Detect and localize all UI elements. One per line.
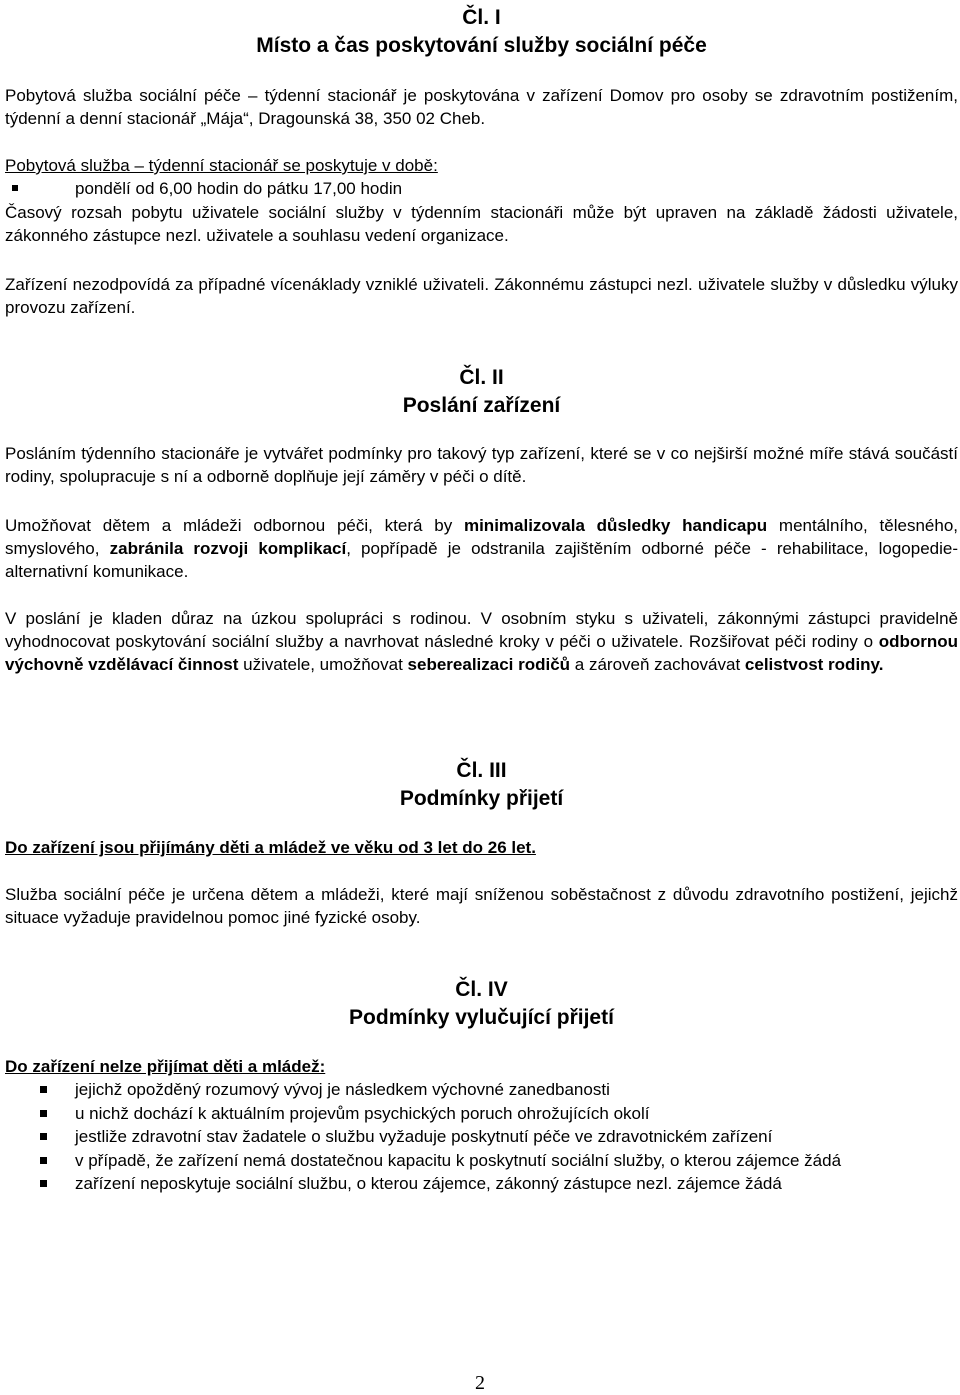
article-3-number: Čl. III bbox=[456, 759, 507, 782]
list-item-text: pondělí od 6,00 hodin do pátku 17,00 hodin bbox=[75, 179, 403, 198]
square-bullet-icon bbox=[40, 1110, 47, 1117]
article-2-paragraph-3: V poslání je kladen důraz na úzkou spolupráci s rodinou. V osobním styku s uživateli, zákonnými zástupci pravidelně vyhodnocovat poskytování sociální služby a navrhovat následné kroky v péči o uživatele. Rozšiřovat péči rodiny o odbornou výchovně vzdělávací činnost uživatele, umožňovat seberealizaci rodičů a zároveň zachovávat celistvost rodiny. bbox=[5, 609, 958, 674]
article-4-exclusion-list bbox=[5, 1078, 958, 1196]
square-bullet-icon bbox=[40, 1180, 47, 1187]
article-1-paragraph-1: Pobytová služba sociální péče – týdenní stacionář je poskytována v zařízení Domov pro osoby se zdravotním postižením, týdenní a denní stacionář „Mája“, Dragounská 38, 350 02 Cheb. bbox=[5, 86, 958, 128]
article-3-paragraph-2: Služba sociální péče je určena dětem a mládeži, které mají sníženou soběstačnost z důvodu zdravotního postižení, jejichž situace vyžaduje pravidelnou pomoc jiné fyzické osoby. bbox=[5, 885, 958, 927]
list-item bbox=[5, 1102, 958, 1126]
square-bullet-icon bbox=[40, 1133, 47, 1140]
list-item bbox=[5, 1149, 958, 1173]
square-bullet-icon bbox=[12, 185, 18, 191]
square-bullet-icon bbox=[40, 1157, 47, 1164]
article-1-number: Čl. I bbox=[462, 6, 501, 29]
article-1-paragraph-3: Časový rozsah pobytu uživatele sociální služby v týdenním stacionáři může být upraven na základě žádosti uživatele, zákonného zástupce nezl. uživatele a souhlasu vedení organizace. bbox=[5, 203, 958, 245]
article-3-admission-age: Do zařízení jsou přijímány děti a mládež ve věku od 3 let do 26 let. bbox=[5, 838, 536, 857]
article-2-paragraph-1: Posláním týdenního stacionáře je vytvářet podmínky pro takový typ zařízení, které se v co nejširší možné míře stává součástí rodiny, spolupracuje s ní a odborně doplňuje její záměry v péči o dítě. bbox=[5, 444, 958, 486]
article-3-title: Podmínky přijetí bbox=[399, 787, 564, 810]
list-item bbox=[5, 1078, 958, 1102]
article-2-number: Čl. II bbox=[459, 366, 504, 389]
list-item bbox=[5, 1125, 958, 1149]
article-1-paragraph-4: Zařízení nezodpovídá za případné vícenáklady vzniklé uživateli. Zákonnému zástupci nezl. uživatele služby v důsledku výluky provozu zařízení. bbox=[5, 275, 958, 317]
list-item-text: jestliže zdravotní stav žadatele o službu vyžaduje poskytnutí péče ve zdravotnickém zařízení bbox=[75, 1127, 773, 1146]
article-1-service-time-list bbox=[5, 177, 958, 201]
article-4-title: Podmínky vylučující přijetí bbox=[349, 1006, 614, 1029]
list-item bbox=[5, 177, 958, 201]
list-item-text: v případě, že zařízení nemá dostatečnou kapacitu k poskytnutí sociální služby, o kterou zájemce žádá bbox=[75, 1150, 842, 1170]
square-bullet-icon bbox=[40, 1086, 47, 1093]
list-item-text: u nichž dochází k aktuálním projevům psychických poruch ohrožujících okolí bbox=[75, 1103, 650, 1123]
list-item bbox=[5, 1172, 958, 1196]
list-item-text: jejichž opožděný rozumový vývoj je následkem výchovné zanedbanosti bbox=[75, 1080, 610, 1099]
article-4-number: Čl. IV bbox=[455, 978, 508, 1001]
article-1-title: Místo a čas poskytování služby sociální péče bbox=[256, 34, 707, 57]
page-number: 2 bbox=[475, 1372, 485, 1394]
article-2-paragraph-2: Umožňovat dětem a mládeži odbornou péči, která by minimalizovala důsledky handicapu mentálního, tělesného, smyslového, zabránila rozvoji komplikací, popřípadě je odstranila zajištěním odborné péče - rehabilitace, logopedie- alternativní komunikace. bbox=[5, 516, 958, 581]
article-1-service-time-heading: Pobytová služba – týdenní stacionář se poskytuje v době: bbox=[5, 156, 438, 175]
article-2-title: Poslání zařízení bbox=[402, 394, 561, 417]
article-4-lead: Do zařízení nelze přijímat děti a mládež: bbox=[5, 1057, 326, 1076]
list-item-text: zařízení neposkytuje sociální službu, o kterou zájemce, zákonný zástupce nezl. zájemce žádá bbox=[75, 1174, 782, 1193]
